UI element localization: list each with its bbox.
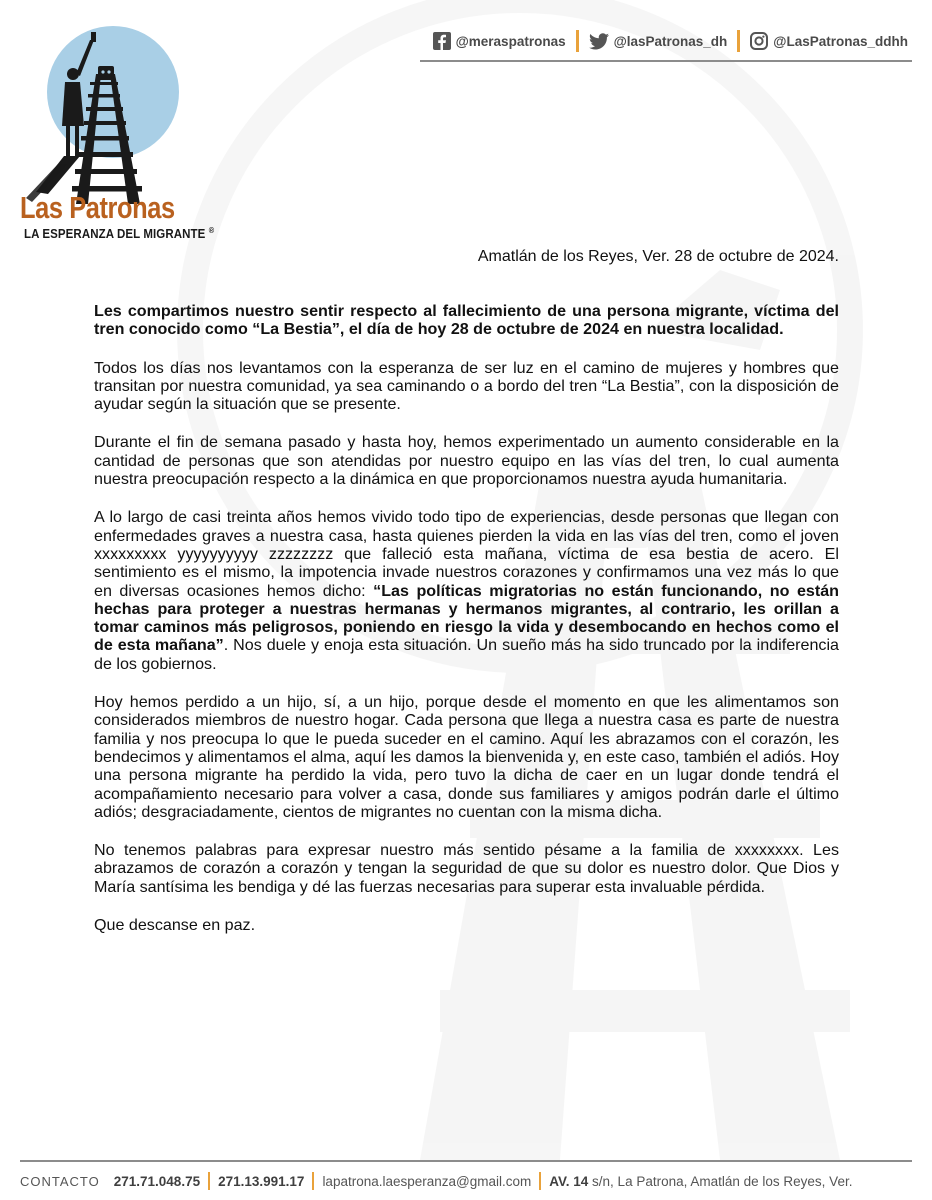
contact-label: CONTACTO bbox=[20, 1173, 100, 1189]
twitter-link[interactable] bbox=[589, 33, 728, 50]
paragraph-3-end: . Nos duele y enoja esta situación. Un sueño más ha sido truncado por la indiferencia de los gobiernos. bbox=[94, 636, 839, 673]
contact-address bbox=[549, 1174, 852, 1189]
brand-tagline bbox=[24, 226, 214, 241]
instagram-link[interactable] bbox=[750, 32, 908, 50]
social-separator bbox=[576, 30, 579, 52]
twitter-icon bbox=[589, 33, 609, 50]
contact-footer bbox=[20, 1172, 910, 1190]
facebook-link[interactable] bbox=[433, 32, 566, 50]
social-handles bbox=[433, 30, 908, 52]
footer-separator bbox=[208, 1172, 210, 1190]
lead-paragraph: Les compartimos nuestro sentir respecto al fallecimiento de una persona migrante, víctima del tren conocido como “La Bestia”, el día de hoy 28 de octubre de 2024 en nuestra localidad. bbox=[94, 302, 839, 339]
facebook-handle: @meraspatronas bbox=[455, 33, 566, 49]
paragraph-2: Durante el fin de semana pasado y hasta hoy, hemos experimentado un aumento considerable en la cantidad de personas que son atendidas por nuestro equipo en las vías del tren, lo cual aumenta nuestra preocupación respecto a la dinámica en que proporcionamos nuestra ayuda humanitaria. bbox=[94, 433, 839, 489]
header-rule bbox=[420, 60, 912, 62]
paragraph-4: Hoy hemos perdido a un hijo, sí, a un hijo, porque desde el momento en que les alimentamos son considerados miembros de nuestro hogar. Cada persona que llega a nuestra casa es parte de nuestra familia y nos preocupa lo que le pueda suceder en el camino. Aquí les abrazamos con el corazón, les bendecimos y alimentamos el alma, aquí les damos la bienvenida y, en este caso, también el adiós. Hoy una persona migrante ha perdido la vida, pero tuvo la dicha de caer en un lugar donde tendrá el acompañamiento necesario para volver a casa, donde sus familiares y amigos podrán darle el último adiós; desgraciadamente, cientos de migrantes no cuentan con la misma dicha. bbox=[94, 693, 839, 821]
contact-email[interactable]: lapatrona.laesperanza@gmail.com bbox=[322, 1173, 532, 1189]
facebook-icon bbox=[433, 32, 451, 50]
twitter-handle: @lasPatronas_dh bbox=[613, 33, 728, 49]
phone-2[interactable]: 271.13.991.17 bbox=[218, 1173, 305, 1189]
address-street: AV. 14 bbox=[549, 1173, 589, 1189]
instagram-handle: @LasPatronas_ddhh bbox=[773, 33, 908, 49]
paragraph-3 bbox=[94, 508, 839, 673]
dateline: Amatlán de los Reyes, Ver. 28 de octubre de 2024. bbox=[477, 248, 839, 265]
brand-tagline-text: LA ESPERANZA DEL MIGRANTE bbox=[24, 227, 206, 242]
brand-name: Las Patronas bbox=[20, 190, 175, 225]
address-rest: s/n, La Patrona, Amatlán de los Reyes, Ver. bbox=[588, 1173, 853, 1189]
paragraph-5: No tenemos palabras para expresar nuestro más sentido pésame a la familia de xxxxxxxx. Les abrazamos de corazón a corazón y tengan la seguridad de que su dolor es nuestro dolor. Que Dios y María santísima les bendiga y dé las fuerzas necesarias para superar esta invaluable pérdida. bbox=[94, 841, 839, 896]
paragraph-3-start: A lo largo de casi treinta años hemos vivido todo tipo de experiencias, desde personas que llegan con enfermedades graves a nuestra casa, hasta quienes pierden la vida en las vías del tren, como el joven xxxxxxxxx yyyyyyyyyy zzzzzzzz que falleció esta mañana, víctima de esa bestia de acero. El sentimiento es el mismo, la impotencia invade nuestros corazones y confirmamos una vez más lo que en diversas ocasiones hemos dicho: bbox=[94, 508, 839, 600]
letter-body bbox=[94, 244, 839, 934]
phone-1[interactable]: 271.71.048.75 bbox=[113, 1173, 201, 1189]
instagram-icon bbox=[750, 32, 768, 50]
paragraph-3-quote: “Las políticas migratorias no están funcionando, no están hechas para proteger a nuestras hermanas y hermanos migrantes, al contrario, les orillan a tomar caminos más peligrosos, poniendo en riesgo la vida y desembocando en hechos como el de esta mañana” bbox=[94, 581, 839, 655]
footer-separator bbox=[312, 1172, 314, 1190]
registered-mark: ® bbox=[208, 226, 215, 235]
footer-rule bbox=[20, 1160, 912, 1162]
footer-separator bbox=[539, 1172, 541, 1190]
social-separator bbox=[737, 30, 740, 52]
paragraph-1: Todos los días nos levantamos con la esperanza de ser luz en el camino de mujeres y hombres que transitan por nuestra comunidad, ya sea caminando o a bordo del tren “La Bestia”, con la disposición de ayudar según la situación que se presente. bbox=[94, 358, 839, 414]
closing-line: Que descanse en paz. bbox=[94, 916, 256, 935]
